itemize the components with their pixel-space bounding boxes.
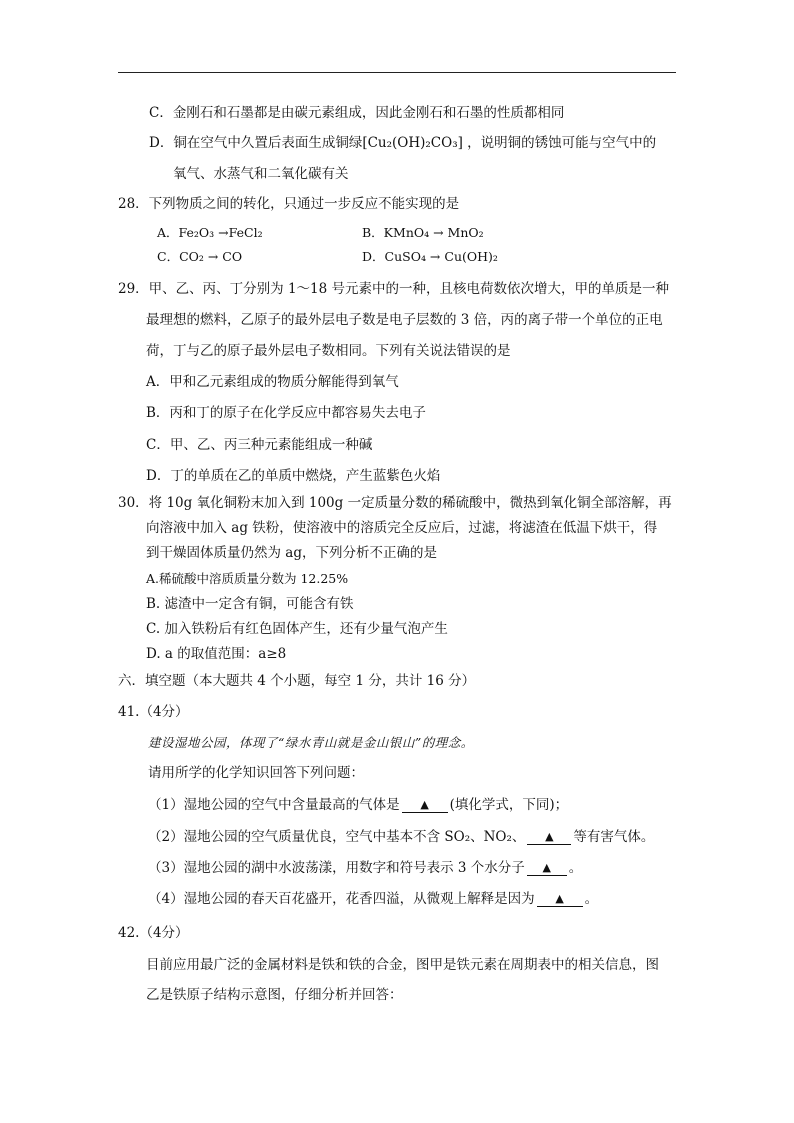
q28-stem: 28．下列物质之间的转化，只通过一步反应不能实现的是	[118, 196, 460, 212]
q42-stem-line2: 乙是铁原子结构示意图，仔细分析并回答：	[146, 987, 403, 1003]
q41-item-3	[148, 859, 582, 877]
q28-option-b: B．KMnO₄ → MnO₂	[362, 225, 484, 240]
q29-stem-line2: 最理想的燃料，乙原子的最外层电子数是电子层数的 3 倍，丙的离子带一个单位的正电	[146, 312, 663, 328]
answer-blank[interactable]: ▲	[527, 861, 567, 876]
q28-option-a: A．Fe₂O₃ →FeCl₂	[157, 225, 263, 240]
q41-item-1-text: （1）湿地公园的空气中含量最高的气体是	[148, 797, 400, 813]
q41-item-2-tail: 等有害气体。	[573, 829, 655, 845]
q41-intro: 建设湿地公园，体现了“绿水青山就是金山银山”的理念。	[148, 735, 474, 750]
q41-item-3-text: （3）湿地公园的湖中水波荡漾，用数字和符号表示 3 个水分子	[148, 860, 525, 876]
q29-stem-line3: 荷，丁与乙的原子最外层电子数相同。下列有关说法错误的是	[146, 343, 511, 359]
q29-option-d: D．丁的单质在乙的单质中燃烧，产生蓝紫色火焰	[146, 468, 441, 484]
q30-option-b: B. 滤渣中一定含有铜，可能含有铁	[146, 596, 354, 612]
section-six-heading: 六．填空题（本大题共 4 个小题，每空 1 分，共计 16 分）	[118, 673, 476, 689]
q42-heading: 42.（4分）	[118, 925, 189, 941]
q27-option-d-line1: D．铜在空气中久置后表面生成铜绿[Cu₂(OH)₂CO₃] ，说明铜的锈蚀可能与空气中的	[149, 135, 657, 151]
q41-item-4	[148, 890, 598, 908]
q29-option-b: B．丙和丁的原子在化学反应中都容易失去电子	[146, 405, 426, 421]
answer-blank[interactable]: ▲	[527, 830, 571, 845]
q29-option-a: A．甲和乙元素组成的物质分解能得到氧气	[146, 374, 399, 390]
q27-option-c: C．金刚石和石墨都是由碳元素组成，因此金刚石和石墨的性质都相同	[149, 105, 565, 121]
answer-blank[interactable]: ▲	[537, 892, 583, 907]
q41-item-2-text: （2）湿地公园的空气质量优良，空气中基本不含 SO₂、NO₂、	[148, 829, 526, 845]
q41-item-3-tail: 。	[568, 860, 583, 876]
q42-stem-line1: 目前应用最广泛的金属材料是铁和铁的合金，图甲是铁元素在周期表中的相关信息，图	[146, 957, 659, 973]
answer-blank[interactable]: ▲	[402, 798, 448, 813]
q29-stem-line1: 29．甲、乙、丙、丁分别为 1～18 号元素中的一种，且核电荷数依次增大，甲的单质是一种	[118, 281, 670, 297]
q41-item-1	[148, 796, 568, 814]
q30-option-d: D. a 的取值范围：a≥8	[146, 646, 287, 662]
q28-option-d: D．CuSO₄ → Cu(OH)₂	[362, 249, 498, 264]
q30-stem-line3: 到干燥固体质量仍然为 ag，下列分析不正确的是	[146, 545, 437, 561]
q41-item-2	[148, 828, 654, 846]
q30-stem-line1: 30．将 10g 氧化铜粉末加入到 100g 一定质量分数的稀硫酸中，微热到氧化铜全部溶解，再	[118, 495, 672, 511]
q41-item-1-tail: (填化学式，下同)；	[449, 797, 569, 813]
q41-item-4-text: （4）湿地公园的春天百花盛开，花香四溢，从微观上解释是因为	[148, 891, 535, 907]
q30-option-c: C. 加入铁粉后有红色固体产生，还有少量气泡产生	[146, 621, 448, 637]
q41-item-4-tail: 。	[584, 891, 599, 907]
header-rule	[118, 72, 676, 73]
q41-ask: 请用所学的化学知识回答下列问题：	[148, 765, 364, 781]
q27-option-d-line2: 氧气、水蒸气和二氧化碳有关	[173, 166, 349, 182]
q30-option-a: A.稀硫酸中溶质质量分数为 12.25%	[146, 571, 349, 586]
q30-stem-line2: 向溶液中加入 ag 铁粉，使溶液中的溶质完全反应后，过滤，将滤渣在低温下烘干，得	[146, 520, 658, 536]
q28-option-c: C．CO₂ → CO	[157, 249, 243, 264]
q41-heading: 41.（4分）	[118, 704, 189, 720]
q29-option-c: C．甲、乙、丙三种元素能组成一种碱	[146, 437, 373, 453]
